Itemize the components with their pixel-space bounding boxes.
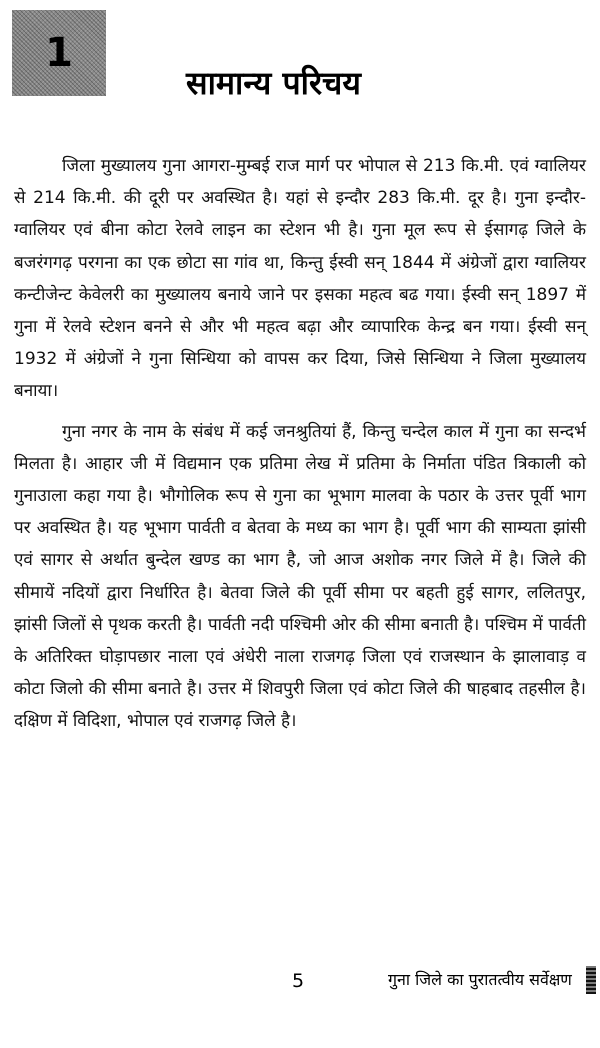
chapter-number: 1 [45, 30, 73, 76]
paragraph-1: जिला मुख्यालय गुना आगरा-मुम्बई राज मार्ग पर भोपाल से 213 कि.मी. एवं ग्वालियर से 214 कि.मी. की दूरी पर अवस्थित है। यहां से इन्दौर 283 कि.मी. दूर है। गुना इन्दौर-ग्वालियर एवं बीना कोटा रेलवे लाइन का स्टेशन भी है। गुना मूल रूप से ईसागढ़ जिले के बजरंगगढ़ परगना का एक छोटा सा गांव था, किन्तु ईस्वी सन् 1844 में अंग्रेजों द्वारा ग्वालियर कन्टीजेन्ट केवेलरी का मुख्यालय बनाये जाने पर इसका महत्व बढ गया। ईस्वी सन् 1897 में गुना में रेलवे स्टेशन बनने से और भी महत्व बढ़ा और व्यापारिक केन्द्र बन गया। ईस्वी सन् 1932 में अंग्रेजों ने गुना सिन्धिया को वापस कर दिया, जिसे सिन्धिया ने जिला मुख्यालय बनाया। [14, 156, 586, 402]
body-text [14, 150, 586, 746]
footer-decoration [586, 966, 596, 994]
page-number: 5 [292, 970, 305, 992]
chapter-title: सामान्य परिचय [186, 64, 361, 103]
chapter-number-box [12, 10, 106, 96]
paragraph-2: गुना नगर के नाम के संबंध में कई जनश्रुतियां हैं, किन्तु चन्देल काल में गुना का सन्दर्भ मिलता है। आहार जी में विद्यमान एक प्रतिमा लेख में प्रतिमा के निर्माता पंडित त्रिकाली को गुनाउाला कहा गया है। भौगोलिक रूप से गुना का भूभाग मालवा के पठार के उत्तर पूर्वी भाग पर अवस्थित है। यह भूभाग पार्वती व बेतवा के मध्य का भाग है। पूर्वी भाग की साम्यता झांसी एवं सागर से अर्थात बुन्देल खण्ड का भाग है, जो आज अशोक नगर जिले में है। जिले की सीमायें नदियों द्वारा निर्धारित है। बेतवा जिले की पूर्वी सीमा पर बहती हुई सागर, ललितपुर, झांसी जिलों से पृथक करती है। पार्वती नदी पश्चिमी ओर की सीमा बनाती है। पश्चिम में पार्वती के अतिरिक्त घोड़ापछार नाला एवं अंधेरी नाला राजगढ़ जिला एवं राजस्थान के झालावाड़ व कोटा जिलो की सीमा बनाते है। उत्तर में शिवपुरी जिला एवं कोटा जिले की षाहबाद तहसील है। दक्षिण में विदिशा, भोपाल एवं राजगढ़ जिले है। [14, 421, 586, 732]
running-title: गुना जिले का पुरातत्वीय सर्वेक्षण [388, 970, 572, 989]
